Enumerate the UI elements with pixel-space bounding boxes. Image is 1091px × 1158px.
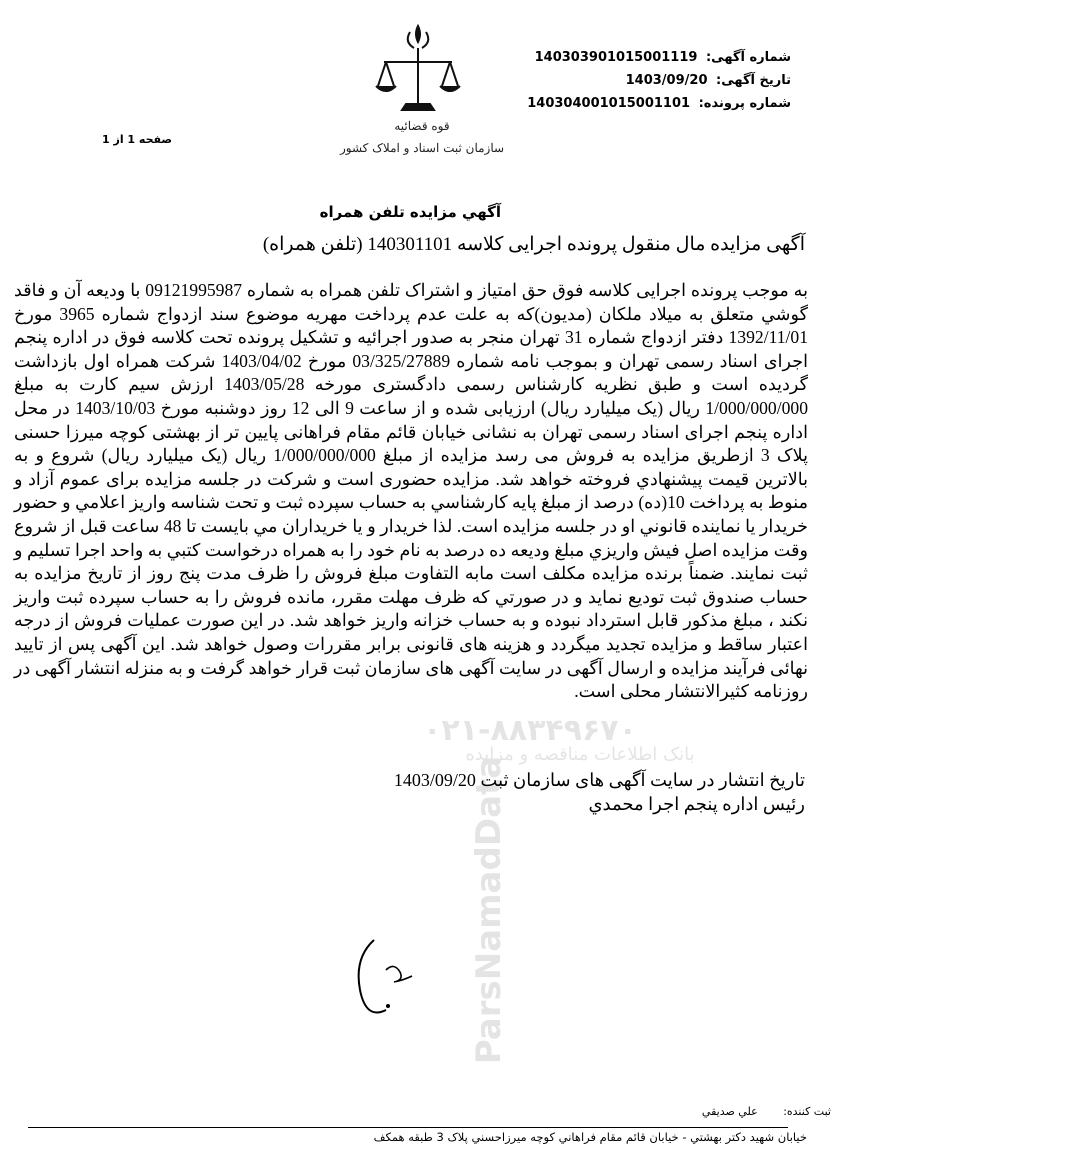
notice-heading: آگهي مزايده تلفن همراه	[319, 203, 501, 221]
registrar-label: ثبت کننده:	[783, 1105, 831, 1118]
notice-meta	[491, 46, 791, 115]
case-number-label: شماره پرونده:	[698, 96, 791, 111]
publication-info	[394, 768, 805, 816]
footer-divider	[28, 1127, 788, 1128]
notice-body: به موجب پرونده اجرایی کلاسه فوق حق امتیاز و اشتراک تلفن همراه به شماره 09121995987 با ودیعه آن و فاقد گوشي متعلق به میلاد ملکان (مدیون)که به علت عدم پرداخت مهریه موضوع سند ازدواج شماره 3965 مورخ 1392/11/01 دفتر ازدواج شماره 31 تهران منجر به صدور اجرائیه و تشکیل پرونده تحت کلاسه فوق در اداره پنجم اجرای اسناد رسمی تهران و بموجب نامه شماره 03/325/27889 مورخ 1403/04/02 شرکت همراه اول بازداشت گردیده است و طبق نظریه کارشناس رسمی دادگستری مورخه 1403/05/28 ارزش سیم کارت به مبلغ 1/000/000/000 ریال (یک میلیارد ریال) ارزیابی شده و از ساعت 9 الی 12 روز دوشنبه مورخ 1403/10/03 در محل اداره پنجم اجرای اسناد رسمی تهران به نشانی خیابان قائم مقام فراهانی پایین تر از بهشتی کوچه میرزا حسنی پلاک 3 ازطریق مزایده به فروش می رسد مزایده از مبلغ 1/000/000/000 ریال (یک میلیارد ریال) شروع و به بالاترین قیمت پیشنهادي فروخته خواهد شد. مزایده حضوری است و شرکت در جلسه مزایده برای عموم آزاد و منوط به پرداخت 10(ده) درصد از مبلغ پایه کارشناسي به حساب سپرده ثبت و تحت شناسه واریز اعلامي و حضور خریدار یا نماینده قانوني او در جلسه مزایده است. لذا خریدار و یا خریداران مي بایست تا 48 ساعت قبل از شروع وقت مزایده اصل فیش واریزي مبلغ ودیعه ده درصد به نام خود را به همراه درخواست کتبي به واحد اجرا تسلیم و ثبت نمایند. ضمناً برنده مزایده مکلف است مابه التفاوت مبلغ فروش را ظرف مدت پنج روز از تاریخ مزایده به حساب صندوق ثبت تودیع نماید و در صورتي که ظرف مهلت مقرر، مانده فروش را به حساب سپرده ثبت واریز نکند ، مبلغ مذکور قابل استرداد نبوده و به حساب خزانه واریز خواهد شد. در این صورت عملیات فروش از درجه اعتبار ساقط و مزایده تجدید میگردد و هزینه های قانونی برابر مقررات وصول خواهد شد. این آگهی پس از تایید نهائی فرآیند مزایده و ارسال آگهی در سایت آگهی های سازمان ثبت قرار خواهد گرفت و به منزله انتشار آگهی در روزنامه کثیرالانتشار محلی است.	[14, 280, 809, 702]
notice-number-label: شماره آگهی:	[705, 50, 791, 65]
notice-date: 1403/09/20	[625, 73, 708, 88]
page-count: صفحه 1 از 1	[102, 133, 173, 146]
case-number-row	[491, 92, 791, 115]
notice-number: 140303901015001119	[534, 50, 698, 65]
notice-date-label: تاریخ آگهی:	[716, 73, 791, 88]
scales-emblem-icon	[339, 18, 505, 168]
notice-number-row	[491, 46, 791, 69]
signature-icon	[316, 918, 436, 1036]
watermark-phone: ۰۲۱-۸۸۳۴۹۶۷۰	[423, 713, 637, 748]
registrar	[702, 1105, 831, 1118]
watermark-brand: ParsNamadData	[469, 755, 509, 1065]
watermark-caption: بانک اطلاعات مناقصه و مزایده	[465, 744, 695, 765]
signatory-line: رئیس اداره پنجم اجرا محمدي	[588, 794, 805, 814]
logo-line-2: سازمان ثبت اسناد و املاک کشور	[339, 141, 505, 155]
organization-logo	[339, 18, 505, 168]
notice-subheading: آگهی مزایده مال منقول پرونده اجرایی کلاسه 140301101 (تلفن همراه)	[262, 234, 805, 255]
publication-date-line: تاریخ انتشار در سایت آگهی های سازمان ثبت 1403/09/20	[393, 770, 805, 790]
logo-line-1: قوه قضائیه	[394, 119, 450, 133]
notice-date-row	[491, 69, 791, 92]
handwritten-signature	[316, 918, 436, 1036]
office-address: خیابان شهید دکتر بهشتي - خیابان قائم مقام فراهاني کوچه میرزاحسني پلاک 3 طبقه همکف	[373, 1130, 807, 1144]
registrar-name: علي صديقي	[701, 1105, 758, 1118]
case-number: 140304001015001101	[527, 96, 691, 111]
